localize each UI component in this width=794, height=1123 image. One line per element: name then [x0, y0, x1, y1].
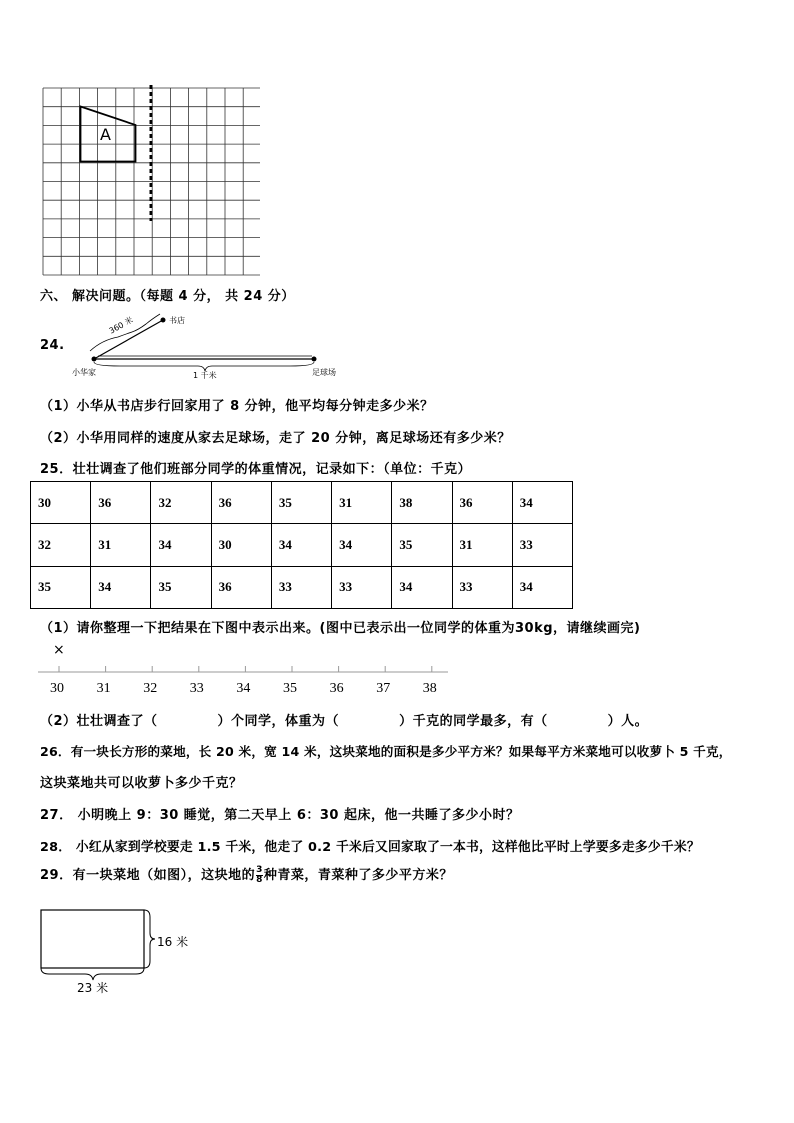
brace-stadium [94, 362, 314, 371]
table-row [31, 524, 573, 566]
table-cell: 33 [452, 566, 512, 608]
section-heading: 六、 解决问题。（每题 4 分， 共 24 分） [40, 289, 295, 304]
bookstore-dot [161, 318, 166, 323]
table-cell: 31 [332, 482, 392, 524]
tick-label: 36 [329, 681, 344, 696]
table-row [31, 566, 573, 608]
table-cell: 35 [31, 566, 91, 608]
table-cell: 34 [271, 524, 331, 566]
table-cell: 32 [151, 482, 211, 524]
table-cell: 35 [271, 482, 331, 524]
table-cell: 35 [151, 566, 211, 608]
table-cell: 33 [271, 566, 331, 608]
tick-label: 33 [189, 681, 204, 696]
table-cell: 34 [91, 566, 151, 608]
table-cell: 36 [452, 482, 512, 524]
table-cell: 33 [332, 566, 392, 608]
tick-label: 37 [376, 681, 391, 696]
tick-label: 31 [96, 681, 111, 696]
shape-label: A [100, 125, 111, 144]
q28: 28． 小红从家到学校要走 1.5 千米，他走了 0.2 千米后又回家取了一本书，这样他比平时上学要多走多少千米？ [40, 840, 700, 855]
q24-sub2: （2）小华用同样的速度从家去足球场，走了 20 分钟，离足球场还有多少米？ [40, 431, 511, 446]
q29-figure [35, 905, 205, 1000]
table-cell: 35 [392, 524, 452, 566]
vegetable-field [41, 910, 144, 968]
grid-figure [40, 85, 260, 277]
q25-stem: 25．壮壮调查了他们班部分同学的体重情况，记录如下：（单位：千克） [40, 462, 472, 477]
table-cell: 36 [91, 482, 151, 524]
table-row [31, 482, 573, 524]
table-cell: 36 [211, 566, 271, 608]
tick-label: 30 [50, 681, 64, 696]
table-cell: 34 [512, 566, 572, 608]
stadium-label: 足球场 [312, 368, 336, 377]
q26-line2: 这块菜地共可以收萝卜多少千克？ [40, 776, 243, 791]
axis [0, 640, 460, 680]
number-line [0, 640, 794, 700]
table-cell: 31 [91, 524, 151, 566]
table-cell: 34 [332, 524, 392, 566]
tick-label: 34 [236, 681, 251, 696]
table-cell: 34 [151, 524, 211, 566]
height-label: 16 米 [157, 935, 189, 949]
brace-width [41, 968, 144, 980]
q24-map [60, 310, 360, 382]
q24-sub1: （1）小华从书店步行回家用了 8 分钟，他平均每分钟走多少米？ [40, 399, 434, 414]
q26-line1: 26．有一块长方形的菜地，长 20 米，宽 14 米，这块菜地的面积是多少平方米？如果每平方米菜地可以收萝卜 5 千克， [40, 744, 732, 759]
q25-sub2: （2）壮壮调查了（ ）个同学，体重为（ ）千克的同学最多，有（ ）人。 [40, 714, 649, 729]
table-cell: 32 [31, 524, 91, 566]
q24-number: 24. [40, 338, 65, 353]
table-cell: 31 [452, 524, 512, 566]
fraction: $\frac{3}{8}$ [256, 865, 263, 885]
brace-height [144, 910, 155, 968]
marker-30: × [53, 642, 65, 658]
q29: 29．有一块菜地（如图），这块地的 $\frac{3}{8}$ 种青菜，青菜种了多少平方米？ [40, 865, 453, 885]
table-cell: 34 [512, 482, 572, 524]
width-label: 23 米 [77, 981, 109, 995]
dist-stadium-label: 1 千米 [193, 371, 217, 380]
home-dot [92, 357, 97, 362]
tick-label: 35 [283, 681, 297, 696]
stadium-dot [312, 357, 317, 362]
bookstore-label: 书店 [169, 316, 185, 325]
table-cell: 33 [512, 524, 572, 566]
table-cell: 30 [31, 482, 91, 524]
q27: 27． 小明晚上 9：30 睡觉，第二天早上 6：30 起床，他一共睡了多少小时？ [40, 808, 520, 823]
tick-label: 38 [422, 681, 437, 696]
table-cell: 36 [211, 482, 271, 524]
dist-bookstore-label: 360 米 [107, 315, 135, 336]
table-cell: 34 [392, 566, 452, 608]
tick-label: 32 [143, 681, 158, 696]
q25-sub1: （1）请你整理一下把结果在下图中表示出来。(图中已表示出一位同学的体重为30kg，请继续画完) [40, 621, 641, 636]
home-label: 小华家 [72, 368, 96, 377]
weights-table [30, 481, 573, 609]
table-cell: 38 [392, 482, 452, 524]
table-cell: 30 [211, 524, 271, 566]
